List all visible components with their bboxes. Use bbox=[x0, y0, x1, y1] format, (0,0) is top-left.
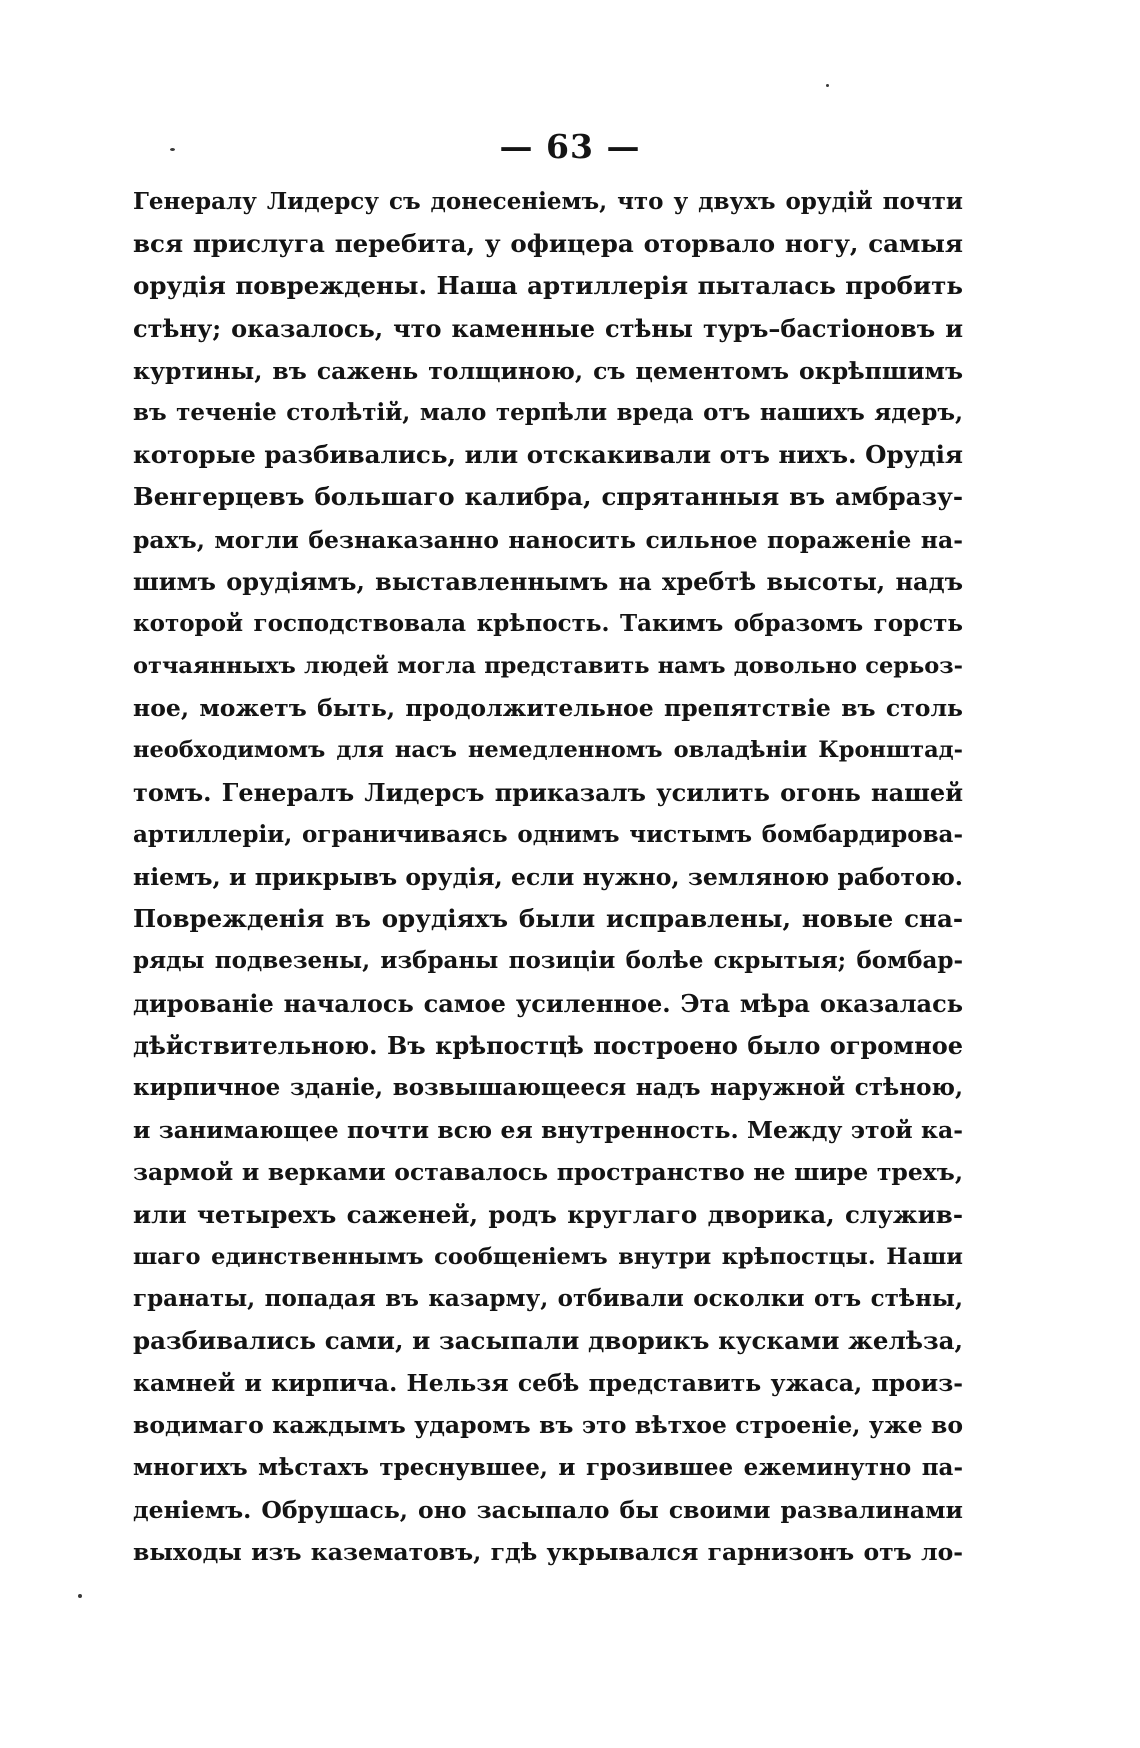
text-line: куртины, въ сажень толщиною, съ цементомъ окрѣпшимъ bbox=[133, 356, 963, 385]
text-line: ное, можетъ быть, продолжительное препятствіе въ столь bbox=[133, 694, 963, 723]
text-line: камней и кирпича. Нельзя себѣ представить ужаса, произ- bbox=[133, 1369, 963, 1398]
text-line: выходы изъ казематовъ, гдѣ укрывался гарнизонъ отъ ло- bbox=[133, 1538, 963, 1566]
print-speck bbox=[826, 84, 829, 87]
text-line: шимъ орудіямъ, выставленнымъ на хребтѣ высоты, надъ bbox=[133, 566, 963, 596]
text-line: стѣну; оказалось, что каменные стѣны туръ–бастіоновъ и bbox=[133, 313, 963, 343]
page-number: — 63 — bbox=[499, 127, 641, 166]
text-line: дированіе началось самое усиленное. Эта мѣра оказалась bbox=[133, 988, 963, 1018]
text-line: отчаянныхъ людей могла представить намъ довольно серьоз- bbox=[133, 653, 963, 680]
text-line: дѣйствительною. Въ крѣпостцѣ построено было огромное bbox=[133, 1030, 963, 1060]
text-line: рахъ, могли безнаказанно наносить сильное пораженіе на- bbox=[133, 525, 963, 554]
body-text bbox=[133, 181, 963, 1573]
text-line: шаго единственнымъ сообщеніемъ внутри крѣпостцы. Наши bbox=[133, 1243, 963, 1270]
text-line: необходимомъ для насъ немедленномъ овладѣніи Кронштад- bbox=[133, 737, 963, 764]
text-line: которой господствовала крѣпость. Такимъ образомъ горсть bbox=[133, 609, 963, 637]
text-line: которые разбивались, или отскакивали отъ нихъ. Орудія bbox=[133, 440, 963, 470]
text-line: гранаты, попадая въ казарму, отбивали осколки отъ стѣны, bbox=[133, 1284, 963, 1312]
text-line: зармой и верками оставалось пространство не шире трехъ, bbox=[133, 1158, 963, 1187]
text-line: водимаго каждымъ ударомъ въ это вѣтхое строеніе, уже во bbox=[133, 1411, 963, 1440]
text-line: деніемъ. Обрушась, оно засыпало бы своими развалинами bbox=[133, 1495, 963, 1524]
text-line: Генералу Лидерсу съ донесеніемъ, что у двухъ орудій почти bbox=[133, 188, 963, 215]
text-line: и занимающее почти всю ея внутренность. Между этой ка- bbox=[133, 1116, 963, 1145]
text-line: томъ. Генералъ Лидерсъ приказалъ усилить огонь нашей bbox=[133, 777, 963, 807]
text-line: кирпичное зданіе, возвышающееся надъ наружной стѣною, bbox=[133, 1073, 963, 1101]
text-line: орудія повреждены. Наша артиллерія пыталась пробить bbox=[133, 271, 963, 301]
print-speck bbox=[78, 1594, 82, 1598]
text-line: Поврежденія въ орудіяхъ были исправлены, новые сна- bbox=[133, 904, 963, 934]
text-line: разбивались сами, и засыпали дворикъ кусками желѣза, bbox=[133, 1326, 963, 1356]
text-line: ряды подвезены, избраны позиціи болѣе скрытыя; бомбар- bbox=[133, 947, 963, 975]
text-line: въ теченіе столѣтій, мало терпѣли вреда отъ нашихъ ядеръ, bbox=[133, 398, 963, 426]
text-line: или четырехъ саженей, родъ круглаго дворика, служив- bbox=[133, 1199, 963, 1229]
print-speck bbox=[170, 148, 175, 151]
text-line: артиллеріи, ограничиваясь однимъ чистымъ бомбардирова- bbox=[133, 820, 963, 848]
text-line: вся прислуга перебита, у офицера оторвало ногу, самыя bbox=[133, 229, 963, 259]
text-line: многихъ мѣстахъ треснувшее, и грозившее ежеминутно па- bbox=[133, 1453, 963, 1481]
text-line: Венгерцевъ большаго калибра, спрятанныя въ амбразу- bbox=[133, 482, 963, 512]
text-line: ніемъ, и прикрывъ орудія, если нужно, земляною работою. bbox=[133, 863, 963, 891]
